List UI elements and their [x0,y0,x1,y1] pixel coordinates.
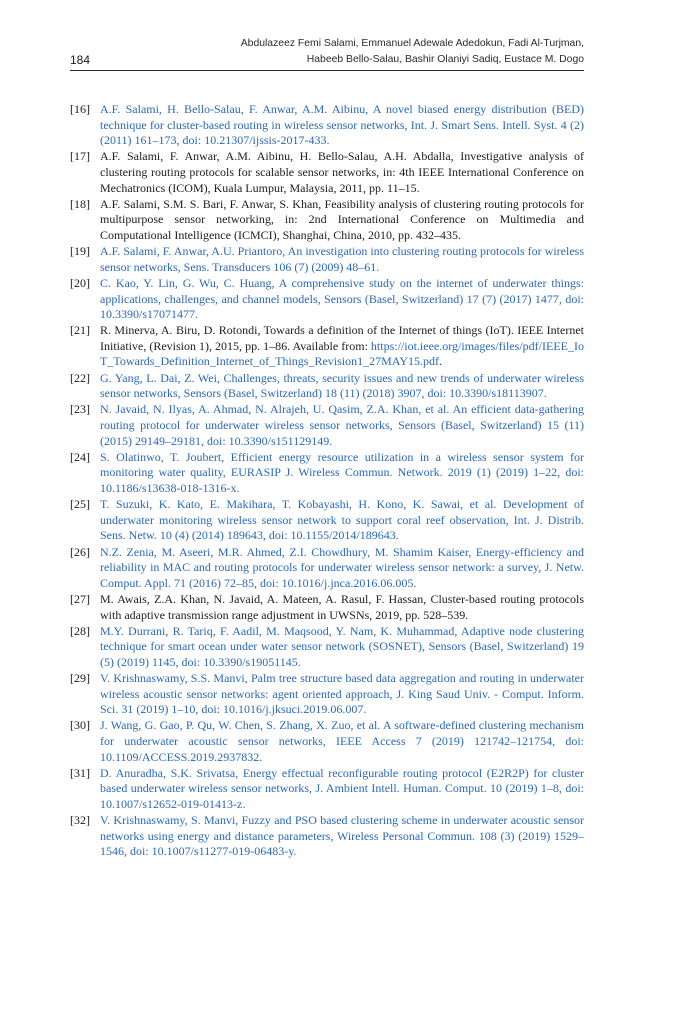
reference-number: [29] [70,671,90,686]
reference-28[interactable] [70,624,584,671]
reference-number: [20] [70,275,90,290]
reference-url-tail: . [439,354,443,369]
reference-text[interactable]: V. Krishnaswamy, S.S. Manvi, Palm tree structure based data aggregation and routing in underwater wireless acoustic sensor networks: agent oriented approach, J. King Saud Univ. - Comput. Inform. Sci. 31 (2019) 1–10, doi: 10.1016/j.jksuci.2019.06.007. [100,671,584,717]
reference-text[interactable]: A.F. Salami, H. Bello-Salau, F. Anwar, A.M. Aibinu, A novel biased energy distribution (BED) technique for cluster-based routing in wireless sensor networks, Int. J. Smart Sens. Intell. Syst. 4 (2) (2011) 161–173, doi: 10.21307/ijssis-2017-433. [100,102,584,148]
reference-24[interactable] [70,450,584,497]
reference-17 [70,149,584,196]
reference-url-link[interactable]: https://iot.ieee.org/images/files/pdf/IEEE_IoT_Towards_Definition_Internet_of_Things_Revision1_27MAY15.pdf [100,338,584,369]
reference-text: A.F. Salami, S.M. S. Bari, F. Anwar, S. Khan, Feasibility analysis of clustering routing protocols for multipurpose sensor networking, in: 2nd International Conference on Multimedia and Computational Intelligence (ICMCI), Shanghai, China, 2010, pp. 432–435. [100,196,584,242]
reference-number: [30] [70,718,90,733]
reference-text[interactable]: D. Anuradha, S.K. Srivatsa, Energy effectual reconfigurable routing protocol (E2R2P) for cluster based underwater wireless sensor networks, J. Ambient Intell. Human. Comput. 10 (2019) 1–8, doi: 10.1007/s12652-019-01413-z. [100,765,584,812]
reference-23[interactable] [70,402,584,449]
reference-20[interactable] [70,276,584,323]
reference-31[interactable] [70,766,584,813]
reference-number: [27] [70,591,90,606]
reference-19[interactable] [70,244,584,275]
page-header [70,36,584,71]
reference-29[interactable] [70,671,584,718]
reference-text[interactable]: J. Wang, G. Gao, P. Qu, W. Chen, S. Zhang, X. Zuo, et al. A software-defined clustering mechanism for underwater acoustic sensor networks, IEEE Access 7 (2019) 121742–121754, doi: 10.1109/ACCESS.2019.2937832. [100,718,584,764]
reference-22[interactable] [70,371,584,402]
reference-25[interactable] [70,497,584,544]
reference-number: [28] [70,623,90,638]
reference-number: [24] [70,449,90,464]
reference-number: [26] [70,544,90,559]
reference-27 [70,592,584,623]
reference-text[interactable]: V. Krishnaswamy, S. Manvi, Fuzzy and PSO based clustering scheme in underwater acoustic sensor networks using energy and distance parameters, Wireless Personal Commun. 108 (3) (2019) 1529–1546, doi: 10.1007/s11277-019-06483-y. [100,813,584,859]
reference-18 [70,197,584,244]
reference-text[interactable]: A.F. Salami, F. Anwar, A.U. Priantoro, An investigation into clustering routing protocols for wireless sensor networks, Sens. Transducers 106 (7) (2009) 48–61. [100,244,584,274]
reference-text[interactable]: N. Javaid, N. Ilyas, A. Ahmad, N. Alrajeh, U. Qasim, Z.A. Khan, et al. An efficient data-gathering routing protocol for underwater wireless sensor networks, Sensors (Basel, Switzerland) 15 (11) (2015) 29149–29181, doi: 10.3390/s151129149. [100,402,584,448]
reference-number: [23] [70,402,90,417]
running-head-authors [241,36,584,68]
reference-number: [18] [70,196,90,211]
reference-26[interactable] [70,545,584,592]
authors-line-2: Habeeb Bello-Salau, Bashir Olaniyi Sadiq, Eustace M. Dogo [306,54,584,65]
page-number: 184 [70,53,91,67]
reference-number: [31] [70,765,90,780]
reference-text[interactable]: S. Olatinwo, T. Joubert, Efficient energy resource utilization in a wireless sensor system for monitoring water quality, EURASIP J. Wireless Commun. Network. 2019 (1) (2019) 1–22, doi: 10.1186/s13638-018-1316-x. [100,449,584,495]
reference-32[interactable] [70,813,584,860]
reference-30[interactable] [70,718,584,765]
reference-text[interactable]: C. Kao, Y. Lin, G. Wu, C. Huang, A comprehensive study on the internet of underwater things: applications, challenges, and channel models, Sensors (Basel, Switzerland) 17 (7) (2017) 1477, doi: 10.3390/s17071477. [100,275,584,322]
reference-text[interactable]: G. Yang, L. Dai, Z. Wei, Challenges, threats, security issues and new trends of underwater wireless sensor networks, Sensors (Basel, Switzerland) 18 (11) (2018) 3907, doi: 10.3390/s18113907. [100,370,584,401]
reference-number: [16] [70,102,90,116]
reference-16[interactable] [70,102,584,149]
reference-21 [70,323,584,370]
reference-text[interactable]: M.Y. Durrani, R. Tariq, F. Aadil, M. Maqsood, Y. Nam, K. Muhammad, Adaptive node clustering technique for smart ocean under water sensor network (SOSNET), Sensors (Basel, Switzerland) 19 (5) (2019) 1145, doi: 10.3390/s19051145. [100,623,584,669]
reference-number: [17] [70,149,90,164]
reference-number: [19] [70,244,90,259]
reference-number: [22] [70,370,90,385]
reference-number: [32] [70,813,90,828]
reference-text: R. Minerva, A. Biru, D. Rotondi, Towards a definition of the Internet of things (IoT). IEEE Internet Initiative, (Revision 1), 2015, pp. 1–86. Available from: [100,323,584,353]
reference-text: M. Awais, Z.A. Khan, N. Javaid, A. Mateen, A. Rasul, F. Hassan, Cluster-based routing protocols with adaptive transmission range adjustment in UWSNs, 2019, pp. 528–539. [100,591,584,622]
reference-list [70,102,584,861]
authors-line-1: Abdulazeez Femi Salami, Emmanuel Adewale Adedokun, Fadi Al-Turjman, [240,38,584,49]
reference-number: [21] [70,323,90,338]
reference-text[interactable]: N.Z. Zenia, M. Aseeri, M.R. Ahmed, Z.I. Chowdhury, M. Shamim Kaiser, Energy-efficiency and reliability in MAC and routing protocols for underwater wireless sensor network: a survey, J. Netw. Comput. Appl. 71 (2016) 72–85, doi: 10.1016/j.jnca.2016.06.005. [100,544,584,590]
reference-number: [25] [70,497,90,512]
reference-text: A.F. Salami, F. Anwar, A.M. Aibinu, H. Bello-Salau, A.H. Abdalla, Investigative analysis of clustering routing protocols for scalable sensor networks, in: 4th IEEE International Conference on Mechatronics (ICOM), Kuala Lumpur, Malaysia, 2011, pp. 11–15. [100,149,584,195]
reference-text[interactable]: T. Suzuki, K. Kato, E. Makihara, T. Kobayashi, H. Kono, K. Sawai, et al. Development of underwater monitoring wireless sensor network to support coral reef observation, Int. J. Distrib. Sens. Netw. 10 (4) (2014) 189643, doi: 10.1155/2014/189643. [100,497,584,543]
